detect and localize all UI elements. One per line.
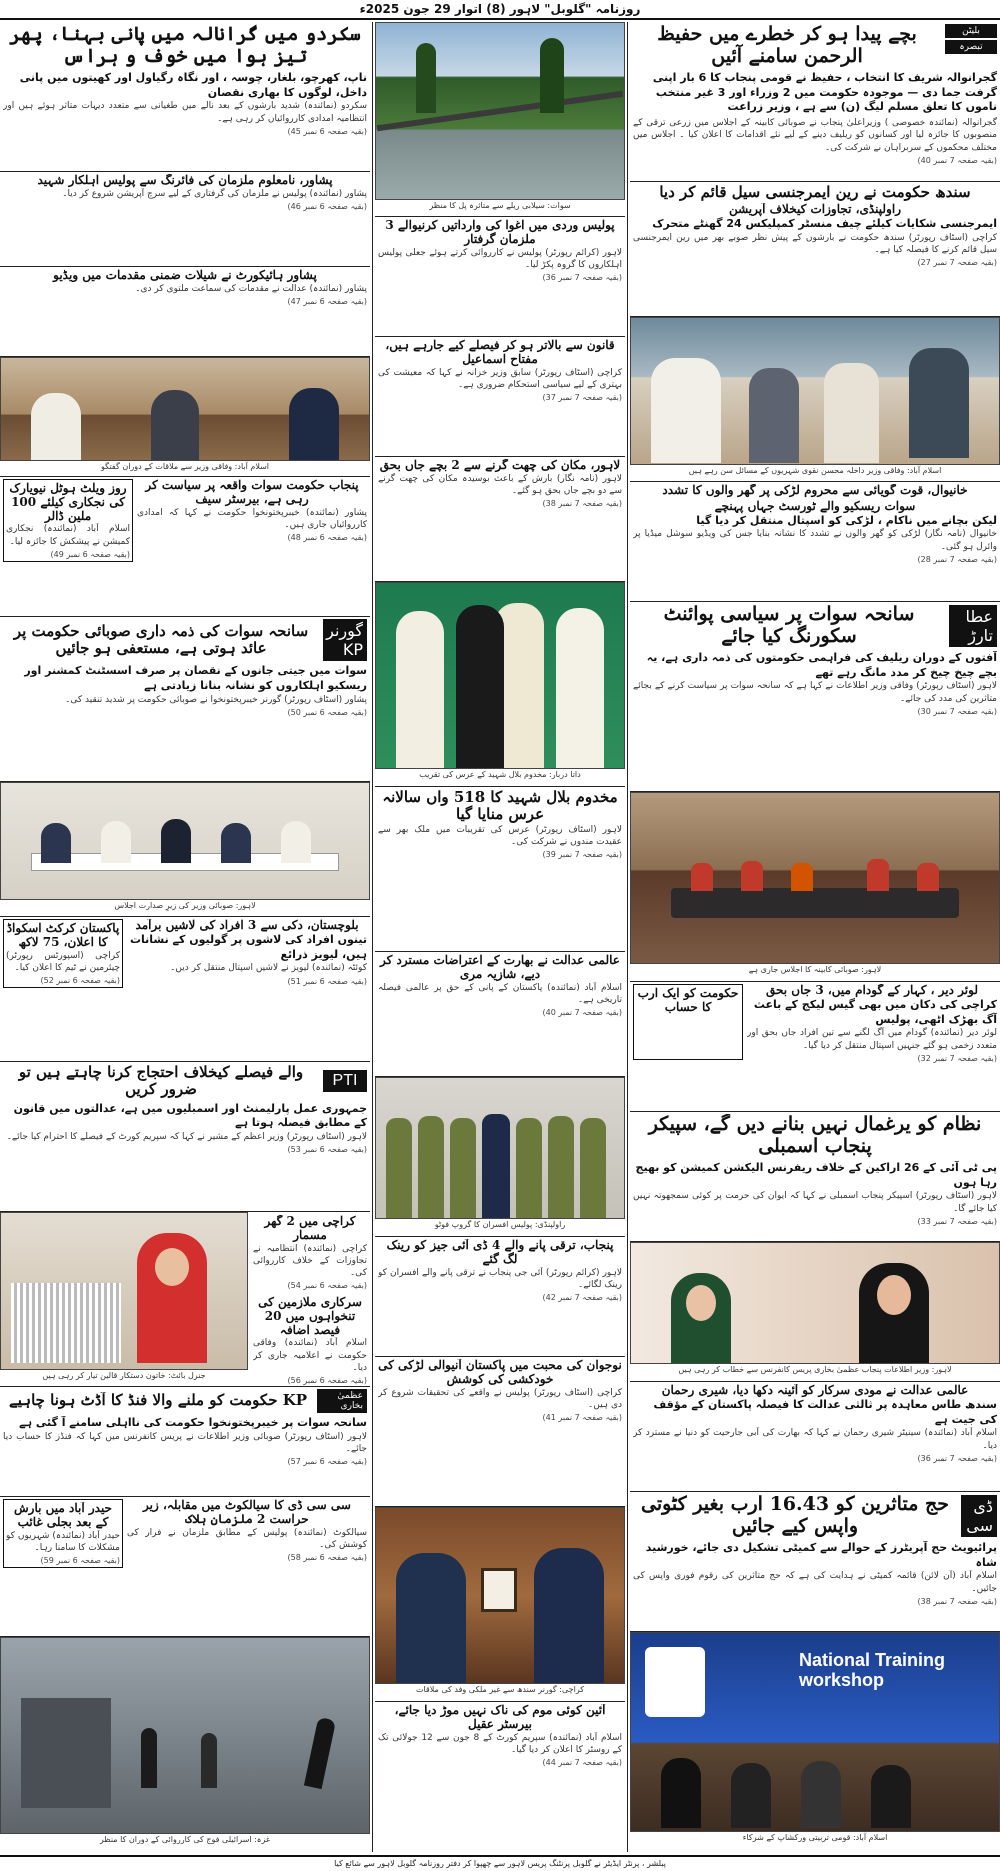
footer-text: پبلشر ، پرنٹر ایڈیٹر نے گلوبل پرنٹنگ پریس لاہور سے چھپوا کر دفتر روزنامہ گلوبل لاہور سے شائع کیا [334, 1859, 666, 1868]
story-continued: (بقیہ صفحہ 7 نمبر 33) [917, 1216, 997, 1226]
photo-training-workshop [630, 1632, 1000, 1832]
story-headline: سندھ حکومت نے رین ایمرجنسی سیل قائم کر دیا [659, 184, 971, 201]
story-subheadline: آفتوں کے دوران ریلیف کی فراہمی حکومتوں کی ذمہ داری ہے، یہ بچے چیخ چیخ کر مدد مانگ رہے تھے [646, 650, 997, 679]
middle-photo-4 [375, 1507, 625, 1702]
middle-story-5 [375, 952, 625, 1077]
middle-photo-2 [375, 582, 625, 787]
story-continued: (بقیہ صفحہ 7 نمبر 39) [542, 849, 622, 859]
column-rule [627, 22, 628, 1852]
story-continued: (بقیہ صفحہ 7 نمبر 30) [917, 706, 997, 716]
story-headline: سانحہ سوات پر سیاسی پوائنٹ سکورنگ کیا جائے [663, 604, 915, 647]
left-story-3 [0, 267, 370, 357]
story-headline: پنجاب حکومت سوات واقعہ پر سیاست کر رہی ہے، بیرسٹر سیف [145, 479, 359, 506]
photo-office-meeting [0, 357, 370, 461]
story-body: کراچی (اسٹاف رپورٹر) سابق وزیر خزانہ نے کہا کہ معیشت کی بہتری کے لیے سیاسی استحکام ضروری ہے۔ [378, 367, 622, 390]
lead-headline: سکردو میں گرانالہ میں پانی بہنا، پھر تیز ہوا میں خوف و ہراس [9, 24, 361, 67]
masthead-text: روزنامہ "گلوبل" لاہور (8) اتوار 29 جون 2025ء [359, 2, 641, 16]
right-photo-2 [630, 792, 1000, 982]
left-photo-4 [0, 1637, 370, 1852]
photo-caption: لاہور: صوبائی وزیر کی زیرِ صدارت اجلاس [114, 901, 256, 910]
story-continued: (بقیہ صفحہ 7 نمبر 36) [917, 1453, 997, 1463]
middle-story-3 [375, 457, 625, 582]
photo-press-conference [630, 1242, 1000, 1364]
story-body: کراچی (اسٹاف رپورٹر) سندھ حکومت نے بارشوں کے پیش نظر صوبے بھر میں رین ایمرجنسی سیل قائم کرنے کا فیصلہ کیا ہے۔ [633, 232, 997, 256]
story-continued: (بقیہ صفحہ 7 نمبر 38) [542, 499, 622, 509]
story-headline-secondary: سوات ریسکیو والے ٹورسٹ جہاں پہنچے [714, 499, 916, 513]
story-continued: (بقیہ صفحہ 7 نمبر 32) [917, 1053, 997, 1063]
footer-imprint [0, 1855, 1000, 1871]
left-story-9 [0, 1062, 370, 1212]
story-headline: پشاور، نامعلوم ملزمان کی فائرنگ سے پولیس اہلکار شہید [37, 174, 333, 187]
lead-tag: بلیٹن [945, 24, 997, 38]
story-tag: PTI [323, 1070, 367, 1092]
story-body: لاہور (کرائم رپورٹر) آئی جی پنجاب نے ترقی پانے والے افسران کو رینک لگائے۔ [378, 1267, 622, 1290]
side-headline: حکومت کو ایک ارب کا حساب [637, 987, 739, 1014]
lead-continued: (بقیہ صفحہ 7 نمبر 40) [917, 155, 997, 165]
story-headline: نظام کو یرغمال نہیں بنانے دیں گے، سپیکر پنجاب اسمبلی [648, 1114, 982, 1157]
story-continued: (بقیہ صفحہ 7 نمبر 41) [542, 1412, 622, 1422]
story-tag: گورنر KP [323, 619, 367, 661]
lead-body: گجرانوالہ (نمائندہ خصوصی ) وزیراعلیٰ پنجاب نے صوبائی کابینہ کے اجلاس میں زرعی ترقی کے منصوبوں کا جائزہ لیا اور کسانوں کو ریلیف دینے کے لیے نئے اقدامات کا اعلان کیا ۔ اجلاس میں مختلف محکموں کے سربراہان نے شرکت کی۔ [633, 118, 997, 153]
story-body: لاہور (اسٹاف رپورٹر) صوبائی وزیر اطلاعات نے پریس کانفرنس میں کہا کہ فنڈز کا حساب دیا جائے۔ [3, 1431, 367, 1454]
story-continued: (بقیہ صفحہ 6 نمبر 58) [287, 1552, 367, 1562]
side-continued: (بقیہ صفحہ 6 نمبر 59) [40, 1555, 120, 1565]
story-headline: قانون سے بالاتر ہو کر فیصلے کیے جارہے ہیں، مفتاح اسماعیل [385, 339, 615, 366]
story-body: کوئٹہ (نمائندہ) لیویز نے لاشیں اسپتال منتقل کر دیں۔ [170, 963, 367, 974]
photo-caption: اسلام آباد: وفاقی وزیر سے ملاقات کے دوران گفتگو [100, 462, 270, 471]
middle-photo-1 [375, 22, 625, 217]
lead-subheadline: گجرانوالہ شریف کا انتخاب ، حفیظ نے قومی پنجاب کا 6 بار اپنی گرفت جما دی — موجودہ حکومت میں 2 وزراء اور 3 غیر منتخب ناموں کا تعلق مسلم لیگ (ن) سے ہے ، وزیر زراعت [652, 70, 997, 114]
left-story-4-5 [0, 477, 370, 617]
story-continued: (بقیہ صفحہ 6 نمبر 53) [287, 1145, 367, 1155]
story-headline: سانحہ سوات کی ذمہ داری صوبائی حکومت پر عائد ہوتی ہے، مستعفی ہو جائیں [13, 622, 309, 657]
left-story-12 [0, 1387, 370, 1497]
column-rule [372, 22, 373, 1852]
story-tag: ڈی سی [961, 1495, 997, 1537]
photo-police-officers [375, 1077, 625, 1219]
story-continued: (بقیہ صفحہ 6 نمبر 50) [287, 707, 367, 717]
right-story-4 [630, 602, 1000, 792]
side-headline: کراچی میں 2 گھر مسمار [264, 1215, 356, 1242]
workshop-banner-title: National Training workshop [799, 1650, 946, 1690]
photo-artisan-weaving [0, 1212, 248, 1370]
middle-story-1 [375, 217, 625, 337]
photo-caption: اسلام آباد: وفاقی وزیر داخلہ محسن نقوی شہریوں کے مسائل سن رہے ہیں [688, 466, 942, 475]
story-body: لاہور (اسٹاف رپورٹر) عرس کی تقریبات میں ملک بھر سے عقیدت مندوں نے شرکت کی۔ [378, 824, 622, 847]
story-continued: (بقیہ صفحہ 7 نمبر 36) [542, 272, 622, 282]
photo-damaged-bridge [375, 22, 625, 200]
story-subheadline: سندھ طاس معاہدہ پر ثالثی عدالت کا فیصلہ پاکستان کے مؤقف کی جیت ہے [653, 1397, 997, 1426]
story-headline: حج متاثرین کو 16.43 ارب بغیر کٹوتی واپس کیے جائیں [640, 1494, 949, 1537]
side-body: کراچی (نمائندہ) انتظامیہ نے تجاوزات کے خلاف کارروائی کی۔ [253, 1243, 367, 1278]
story-body: کراچی (اسٹاف رپورٹر) پولیس نے واقعے کی تحقیقات شروع کر دی ہیں۔ [378, 1387, 622, 1410]
story-headline: عالمی عدالت نے مودی سرکار کو آئینہ دکھا دیا، شیری رحمان [661, 1384, 969, 1397]
story-continued: (بقیہ صفحہ 6 نمبر 47) [287, 296, 367, 306]
story-continued: (بقیہ صفحہ 7 نمبر 27) [917, 258, 997, 268]
left-story-2 [0, 172, 370, 267]
story-continued: (بقیہ صفحہ 7 نمبر 44) [542, 1757, 622, 1767]
story-continued: (بقیہ صفحہ 7 نمبر 38) [917, 1596, 997, 1606]
side-headline: روز ویلٹ ہوٹل نیویارک کی نجکاری کیلئے 100 ملین ڈالر [9, 482, 127, 523]
right-column [630, 22, 1000, 1852]
story-body: لاہور (اسٹاف رپورٹر) وزیر اعظم کے مشیر نے کہا کہ سپریم کورٹ کے فیصلے کا احترام کیا جائے۔ [6, 1132, 367, 1143]
story-headline: خانیوال، قوت گویائی سے محروم لڑکی پر گھر والوں کا تشدد [662, 484, 968, 497]
story-continued: (بقیہ صفحہ 7 نمبر 42) [542, 1292, 622, 1302]
story-continued: (بقیہ صفحہ 6 نمبر 46) [287, 201, 367, 211]
story-continued: (بقیہ صفحہ 6 نمبر 51) [287, 976, 367, 986]
story-subheadline: ایمرجنسی شکایات کیلئے چیف منسٹر کمپلیکس 24 گھنٹے متحرک [652, 217, 997, 231]
lead-subheadline: ناپ، کھرچو، بلغار، چوسہ ، اور نگاہ رگیاول اور کھیتوں میں پانی داخل، لوگوں کا بھاری نقصان [19, 70, 367, 99]
lead-tag-secondary: تبصرہ [945, 40, 997, 54]
photo-meeting [630, 317, 1000, 465]
story-body: سیالکوٹ (نمائندہ) پولیس کے مطابق ملزمان نے فرار کی کوشش کی۔ [127, 1527, 367, 1550]
left-column [0, 22, 370, 1852]
story-subheadline: پرائیویٹ حج آپریٹرز کے حوالے سے کمیٹی تشکیل دی جائے، خورشید شاہ [645, 1540, 997, 1569]
middle-story-7 [375, 1357, 625, 1507]
left-photo-1 [0, 357, 370, 477]
side-continued: (بقیہ صفحہ 6 نمبر 54) [287, 1281, 367, 1291]
middle-story-8 [375, 1702, 625, 1852]
left-lead-story [0, 22, 370, 172]
story-headline: نوجوان کی محبت میں پاکستان آنیوالی لڑکی کی خودکشی کی کوشش [378, 1359, 622, 1386]
story-subheadline: سوات میں جیتی جانوں کے نقصان پر صرف اسسٹنٹ کمشنر اور ریسکیو اہلکاروں کو نشانہ بنانا زیادتی ہے [24, 664, 367, 692]
side-body: اسلام آباد (نمائندہ) وفاقی حکومت نے اعلامیہ جاری کر دیا۔ [253, 1338, 367, 1373]
side-headline: حیدر آباد میں بارش کے بعد بجلی غائب [14, 1502, 112, 1529]
story-body: لاہور (نامہ نگار) بارش کے باعث بوسیدہ مکان کی چھت گرنے سے دو بچے جاں بحق ہو گئے۔ [378, 473, 622, 496]
side-continued: (بقیہ صفحہ 6 نمبر 52) [40, 975, 120, 985]
right-story-7 [630, 1382, 1000, 1492]
right-photo-3 [630, 1242, 1000, 1382]
story-body: لاہور (اسٹاف رپورٹر) وفاقی وزیر اطلاعات نے کہا ہے کہ سانحہ سوات پر سیاست کرنے کے بجائے متاثرین کی مدد کی جائے۔ [633, 681, 997, 704]
story-headline: مخدوم بلال شہید کا 518 واں سالانہ عرس منایا گیا [382, 789, 618, 824]
middle-story-2 [375, 337, 625, 457]
story-body: اسلام آباد (نمائندہ) سینیٹر شیری رحمان نے کہا کہ بھارت کی آبی جارحیت کو دنیا نے مسترد کر دیا۔ [633, 1428, 997, 1451]
photo-provincial-meeting [0, 782, 370, 900]
left-photo-3-row [0, 1212, 370, 1387]
story-subheadline: لیکن بچانے میں ناکام ، لڑکی کو اسپتال منتقل کر دیا گیا [696, 513, 997, 527]
lead-body: سکردو (نمائندہ) شدید بارشوں کے بعد نالے میں طغیانی سے متعدد دیہات متاثر ہوئے ہیں اور انتظامیہ امدادی کارروائیاں کر رہی ہے۔ [3, 101, 367, 124]
left-photo-2 [0, 782, 370, 917]
story-headline: والے فیصلے کیخلاف احتجاج کرنا چاہتے ہیں تو ضرور کریں [18, 1064, 304, 1099]
side-headline: پاکستان کرکٹ اسکواڈ کا اعلان، 75 لاکھ [6, 922, 120, 949]
lead-headline: بچے پیدا ہو کر خطرے میں حفیظ الرحمن سامنے آئیں [657, 24, 917, 67]
story-subheadline: سانحہ سوات پر خیبرپختونخوا حکومت کی نااہلی سامنے آ گئی ہے [19, 1416, 367, 1429]
story-continued: (بقیہ صفحہ 7 نمبر 28) [917, 554, 997, 564]
right-story-5 [630, 982, 1000, 1112]
story-body: اسلام آباد (نمائندہ) سپریم کورٹ کے 8 جون سے 12 جولائی تک کے روسٹر کا اعلان کر دیا گیا۔ [378, 1732, 622, 1755]
story-headline: پشاور ہائیکورٹ نے شیلات ضمنی مقدمات میں ویڈیو [53, 269, 317, 282]
side-body: کراچی (اسپورٹس رپورٹر) چیئرمین نے ٹیم کا اعلان کیا۔ [6, 950, 120, 973]
photo-caption: سوات: سیلابی ریلے سے متاثرہ پل کا منظر [429, 201, 571, 210]
story-body: پشاور (نمائندہ) پولیس نے ملزمان کی گرفتاری کے لیے سرچ آپریشن شروع کر دیا۔ [62, 188, 367, 199]
story-body: لوئر دیر (نمائندہ) گودام میں آگ لگنے سے تین افراد جاں بحق اور متعدد زخمی ہو گئے جنہیں اسپتال منتقل کر دیا گیا۔ [747, 1028, 997, 1051]
story-tag: عظمیٰ بخاری [317, 1389, 367, 1413]
photo-street-clash [0, 1637, 370, 1834]
middle-photo-3 [375, 1077, 625, 1237]
left-story-13-14 [0, 1497, 370, 1637]
story-headline-secondary: راولپنڈی، تجاوزات کیخلاف آپریشن [728, 203, 902, 217]
story-continued: (بقیہ صفحہ 7 نمبر 37) [542, 392, 622, 402]
photo-caption: داتا دربار: مخدوم بلال شہید کے عرس کی تقریب [419, 770, 581, 779]
story-headline: بلوچستان، دکی سے 3 افراد کی لاشیں برآمد [135, 919, 359, 932]
photo-caption: لاہور: وزیر اطلاعات پنجاب عظمیٰ بخاری پریس کانفرنس سے خطاب کر رہی ہیں [678, 1365, 952, 1374]
story-subheadline: تینوں افراد کی لاشوں پر گولیوں کے نشانات ہیں، لیویز ذرائع [129, 932, 367, 961]
right-story-6 [630, 1112, 1000, 1242]
story-subheadline: جمہوری عمل پارلیمنٹ اور اسمبلیوں میں ہے، عدالتوں میں قانون کے مطابق فیصلہ ہوتا ہے [13, 1101, 367, 1130]
right-story-2 [630, 182, 1000, 317]
story-headline: پنجاب، ترقی پانے والے 4 ڈی آئی جیز کو رینک لگ گئے [386, 1239, 614, 1266]
photo-caption: جنرل بائٹ: خاتون دستکار قالین تیار کر رہی ہیں [42, 1371, 206, 1380]
story-continued: (بقیہ صفحہ 6 نمبر 57) [287, 1457, 367, 1467]
story-subheadline: کراچی کی دکان میں بھی گیس لیکج کے باعث آگ بھڑک اٹھی، پولیس [753, 997, 997, 1026]
right-story-3 [630, 482, 1000, 602]
right-photo-1 [630, 317, 1000, 482]
middle-column [375, 22, 625, 1852]
story-subheadline: پی ٹی آئی کے 26 اراکین کے خلاف ریفرنس الیکشن کمیشن کو بھیج رہا ہوں [635, 1160, 997, 1189]
story-tag: عطا تارڑ [949, 605, 997, 647]
left-story-6 [0, 617, 370, 782]
story-continued: (بقیہ صفحہ 6 نمبر 48) [287, 532, 367, 542]
story-headline: پولیس وردی میں اغوا کی وارداتیں کرنیوالے 3 ملزمان گرفتار [385, 219, 615, 246]
masthead [0, 0, 1000, 20]
story-body: پشاور (نمائندہ) عدالت نے مقدمات کی سماعت ملتوی کر دی۔ [135, 283, 367, 294]
story-headline: KP حکومت کو ملنے والا فنڈ کا آڈٹ ہونا چاہیے [8, 1392, 308, 1410]
story-body: لاہور (کرائم رپورٹر) پولیس نے کارروائی کرتے ہوئے جعلی پولیس اہلکاروں کا گروہ پکڑ لیا۔ [378, 247, 622, 270]
story-body: پشاور (نمائندہ) خیبرپختونخوا حکومت نے کہا کہ امدادی کارروائیاں جاری ہیں۔ [137, 507, 367, 530]
story-body: خانیوال (نامہ نگار) لڑکی کو گھر والوں نے تشدد کا نشانہ بنایا جس کی ویڈیو سوشل میڈیا پر وائرل ہو گئی۔ [633, 529, 997, 552]
story-headline: آئین کوئی موم کی ناک نہیں موڑ دیا جائے، بیرسٹر عقیل [394, 1704, 606, 1731]
side-continued: (بقیہ صفحہ 6 نمبر 56) [287, 1375, 367, 1385]
photo-caption: غزہ: اسرائیلی فوج کی کارروائی کے دوران کا منظر [99, 1835, 271, 1844]
photo-caption: کراچی: گورنر سندھ سے غیر ملکی وفد کی ملاقات [415, 1685, 585, 1694]
story-body: اسلام آباد (نمائندہ) پاکستان کے پانی کے حق پر عالمی فیصلہ تاریخی ہے۔ [378, 982, 622, 1005]
story-headline: سی سی ڈی کا سیالکوٹ میں مقابلہ، زیر حراست 2 ملزمان ہلاک [143, 1499, 351, 1526]
photo-caption: راولپنڈی: پولیس افسران کا گروپ فوٹو [434, 1220, 566, 1229]
right-story-8 [630, 1492, 1000, 1632]
story-continued: (بقیہ صفحہ 7 نمبر 40) [542, 1007, 622, 1017]
story-headline: لاہور، مکان کی چھت گرنے سے 2 بچے جاں بحق [379, 459, 621, 472]
story-headline: لوئر دیر ، کہار کے گودام میں، 3 جاں بحق [766, 984, 978, 997]
right-lead-story [630, 22, 1000, 182]
right-photo-4 [630, 1632, 1000, 1852]
logo-icon [645, 1647, 705, 1717]
middle-story-4 [375, 787, 625, 952]
side-body: حیدر آباد (نمائندہ) شہریوں کو مشکلات کا سامنا رہا۔ [6, 1530, 120, 1553]
left-story-7-8 [0, 917, 370, 1062]
photo-urs-ceremony [375, 582, 625, 769]
side-body: اسلام آباد (نمائندہ) نجکاری کمیشن نے پیشکش کا جائزہ لیا۔ [6, 524, 130, 547]
story-body: اسلام آباد (آن لائن) قائمہ کمیٹی نے ہدایت کی ہے کہ حج متاثرین کی رقوم فوری واپس کی جائیں۔ [633, 1571, 997, 1594]
story-body: پشاور (اسٹاف رپورٹر) گورنر خیبرپختونخوا نے صوبائی حکومت پر شدید تنقید کی۔ [65, 694, 367, 705]
side-headline: سرکاری ملازمین کی تنخواہوں میں 20 فیصد اضافہ [258, 1296, 362, 1337]
photo-caption: لاہور: صوبائی کابینہ کا اجلاس جاری ہے [748, 965, 882, 974]
lead-continued: (بقیہ صفحہ 6 نمبر 45) [287, 126, 367, 136]
middle-story-6 [375, 1237, 625, 1357]
side-continued: (بقیہ صفحہ 6 نمبر 49) [50, 549, 130, 559]
photo-caption: اسلام آباد: قومی تربیتی ورکشاپ کے شرکاء [742, 1833, 888, 1842]
story-headline: عالمی عدالت نے بھارت کے اعتراضات مسترد کر دیے، شازیہ مری [380, 954, 620, 981]
photo-governor-meeting [375, 1507, 625, 1684]
photo-cabinet-meeting [630, 792, 1000, 964]
story-body: لاہور (اسٹاف رپورٹر) اسپیکر پنجاب اسمبلی نے کہا کہ ایوان کی حرمت پر کوئی سمجھوتہ نہیں کیا جائے گا۔ [633, 1191, 997, 1214]
